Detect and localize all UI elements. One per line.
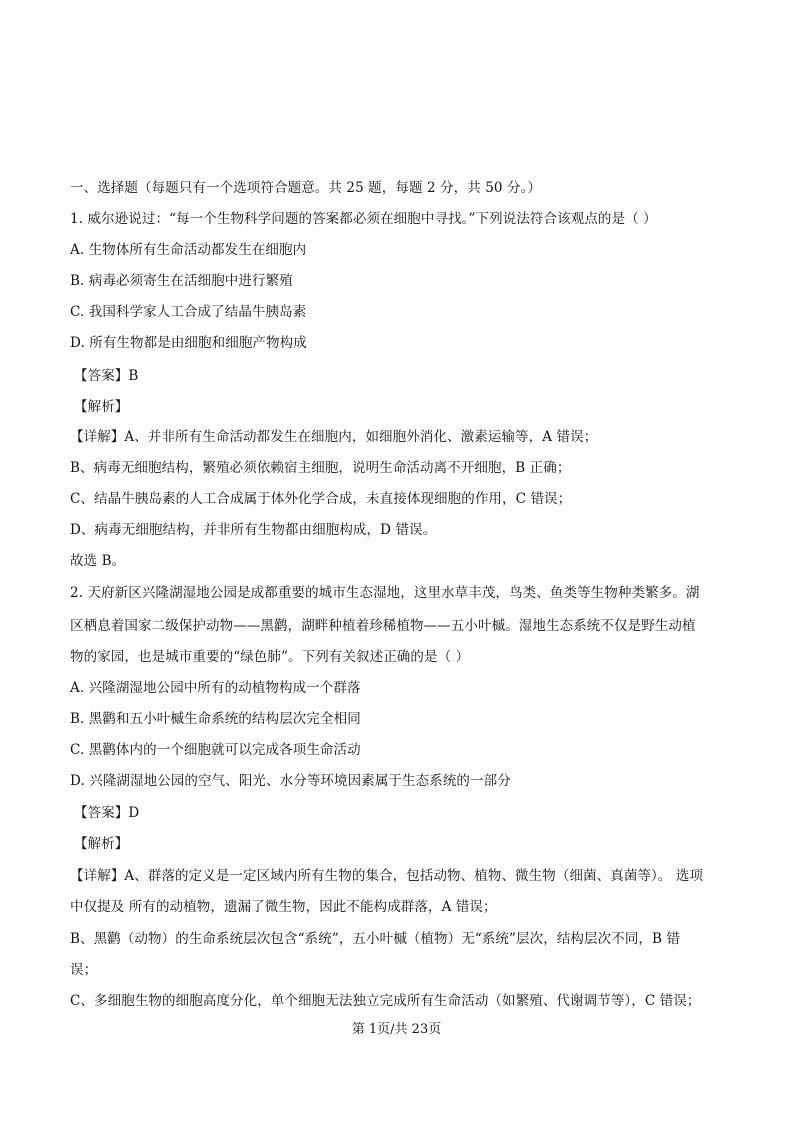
question-1-option-c: C. 我国科学家人工合成了结晶牛胰岛素 [70, 304, 307, 320]
question-2-detail-line: B、黑鹳（动物）的生命系统层次包含“系统”，五小叶槭（植物）无“系统”层次，结构层次不同，B 错 [70, 931, 681, 947]
question-2-detail-line: C、多细胞生物的细胞高度分化，单个细胞无法独立完成所有生命活动（如繁殖、代谢调节等），C 错误； [70, 993, 701, 1009]
question-1-detail-line: D、病毒无细胞结构，并非所有生物都由细胞构成，D 错误。 [70, 522, 437, 538]
question-1-option-b: B. 病毒必须寄生在活细胞中进行繁殖 [70, 273, 293, 289]
question-2-option-b: B. 黑鹳和五小叶槭生命系统的结构层次完全相同 [70, 711, 361, 727]
question-1-detail-line: 【详解】A、并非所有生命活动都发生在细胞内，如细胞外消化、激素运输等，A 错误； [70, 429, 598, 445]
question-2-stem-line: 2. 天府新区兴隆湖湿地公园是成都重要的城市生态湿地，这里水草丰茂，鸟类、鱼类等生物种类繁多。湖 [70, 585, 700, 601]
question-2-stem-line: 区栖息着国家二级保护动物——黑鹳，湖畔种植着珍稀植物——五小叶槭。湿地生态系统不仅是野生动植 [70, 618, 696, 634]
question-1-analysis-label: 【解析】 [74, 399, 129, 415]
question-1-detail-line: C、结晶牛胰岛素的人工合成属于体外化学合成，未直接体现细胞的作用，C 错误； [70, 491, 572, 507]
question-2-option-d: D. 兴隆湖湿地公园的空气、阳光、水分等环境因素属于生态系统的一部分 [70, 773, 511, 789]
question-2-option-a: A. 兴隆湖湿地公园中所有的动植物构成一个群落 [70, 680, 361, 696]
question-1-option-a: A. 生物体所有生命活动都发生在细胞内 [70, 242, 307, 258]
question-1-conclusion: 故选 B。 [70, 553, 126, 569]
question-2-answer: 【答案】D [74, 805, 140, 821]
question-1-stem: 1. 威尔逊说过：“每一个生物科学问题的答案都必须在细胞中寻找。”下列说法符合该观点的是（ ） [70, 211, 657, 227]
page-number-footer: 第 1页/共 23页 [351, 1022, 442, 1037]
question-2-option-c: C. 黑鹳体内的一个细胞就可以完成各项生命活动 [70, 742, 361, 758]
question-1-detail-line: B、病毒无细胞结构，繁殖必须依赖宿主细胞，说明生命活动离不开细胞，B 正确； [70, 460, 571, 476]
question-2-analysis-label: 【解析】 [74, 836, 129, 852]
section-heading: 一、选择题（每题只有一个选项符合题意。共 25 题，每题 2 分，共 50 分。） [70, 180, 542, 196]
question-2-stem-line: 物的家园，也是城市重要的“绿色肺”。下列有关叙述正确的是（ ） [70, 649, 470, 665]
question-2-detail-line: 【详解】A、群落的定义是一定区域内所有生物的集合，包括动物、植物、微生物（细菌、真菌等）。 选项 [70, 868, 704, 884]
question-1-option-d: D. 所有生物都是由细胞和细胞产物构成 [70, 335, 307, 351]
question-2-detail-line: 误； [70, 962, 98, 978]
question-1-answer: 【答案】B [74, 368, 139, 384]
question-2-detail-line: 中仅提及 所有的动植物，遗漏了微生物，因此不能构成群落，A 错误； [70, 899, 497, 915]
